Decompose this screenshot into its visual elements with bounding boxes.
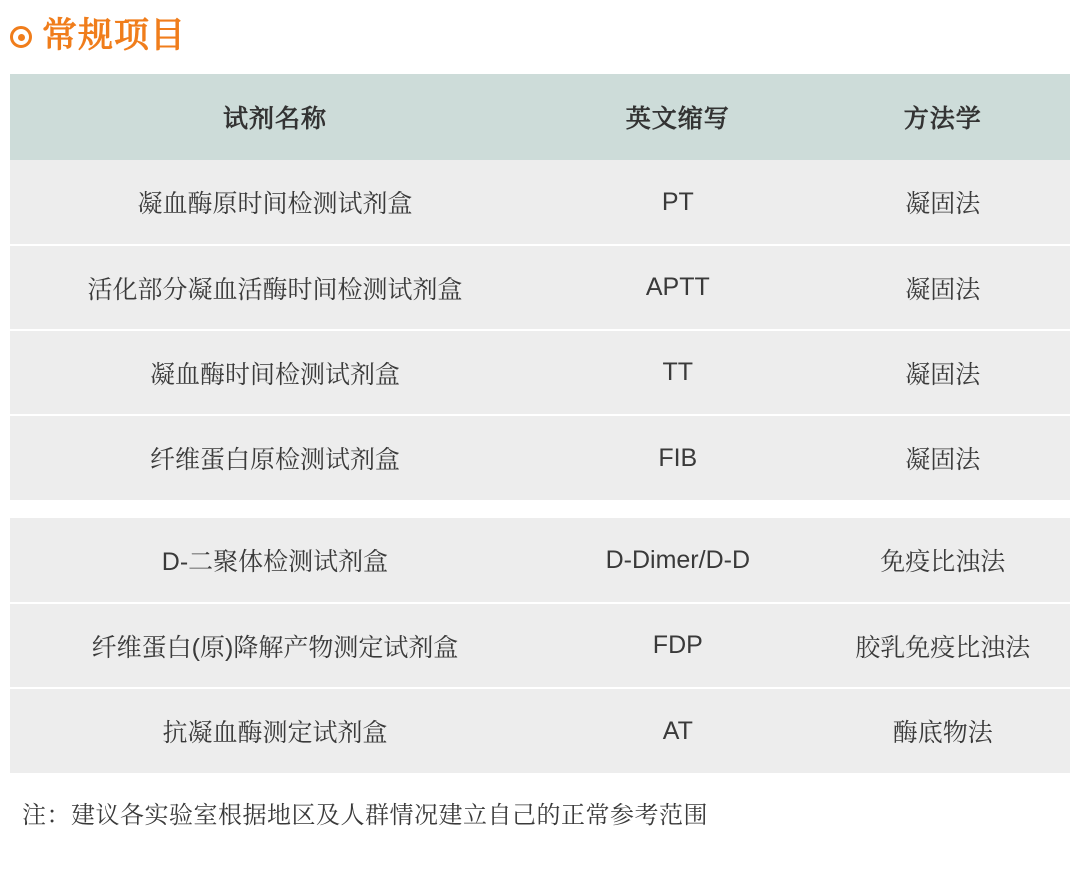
cell-abbreviation: FIB: [540, 415, 816, 500]
cell-abbreviation: AT: [540, 688, 816, 773]
cell-reagent-name: D-二聚体检测试剂盒: [10, 518, 540, 603]
table-row: [10, 330, 1070, 415]
cell-methodology: 凝固法: [816, 160, 1070, 245]
cell-abbreviation: D-Dimer/D-D: [540, 518, 816, 603]
circle-dot-icon: [10, 26, 32, 48]
cell-methodology: 免疫比浊法: [816, 518, 1070, 603]
table-row: [10, 415, 1070, 500]
cell-methodology: 凝固法: [816, 330, 1070, 415]
cell-reagent-name: 纤维蛋白原检测试剂盒: [10, 415, 540, 500]
cell-methodology: 酶底物法: [816, 688, 1070, 773]
cell-abbreviation: APTT: [540, 245, 816, 330]
section-title-row: [0, 0, 1080, 58]
footnote: 注：建议各实验室根据地区及人群情况建立自己的正常参考范围: [22, 802, 708, 829]
reagent-table-wrapper: [10, 74, 1070, 773]
column-header-abbreviation: 英文缩写: [540, 74, 816, 160]
cell-abbreviation: TT: [540, 330, 816, 415]
reagent-table: [10, 74, 1070, 773]
table-row: [10, 245, 1070, 330]
cell-abbreviation: FDP: [540, 603, 816, 688]
table-body: [10, 160, 1070, 773]
cell-methodology: 胶乳免疫比浊法: [816, 603, 1070, 688]
page-title: 常规项目: [42, 15, 187, 55]
cell-reagent-name: 凝血酶时间检测试剂盒: [10, 330, 540, 415]
column-header-reagent-name: 试剂名称: [10, 74, 540, 160]
cell-reagent-name: 活化部分凝血活酶时间检测试剂盒: [10, 245, 540, 330]
cell-reagent-name: 凝血酶原时间检测试剂盒: [10, 160, 540, 245]
table-row: [10, 603, 1070, 688]
table-row: [10, 160, 1070, 245]
column-header-methodology: 方法学: [816, 74, 1070, 160]
table-group-separator: [10, 500, 1070, 518]
table-header: [10, 74, 1070, 160]
cell-methodology: 凝固法: [816, 415, 1070, 500]
table-header-row: [10, 74, 1070, 160]
table-row: [10, 688, 1070, 773]
cell-abbreviation: PT: [540, 160, 816, 245]
cell-reagent-name: 抗凝血酶测定试剂盒: [10, 688, 540, 773]
cell-reagent-name: 纤维蛋白(原)降解产物测定试剂盒: [10, 603, 540, 688]
table-row: [10, 518, 1070, 603]
cell-methodology: 凝固法: [816, 245, 1070, 330]
